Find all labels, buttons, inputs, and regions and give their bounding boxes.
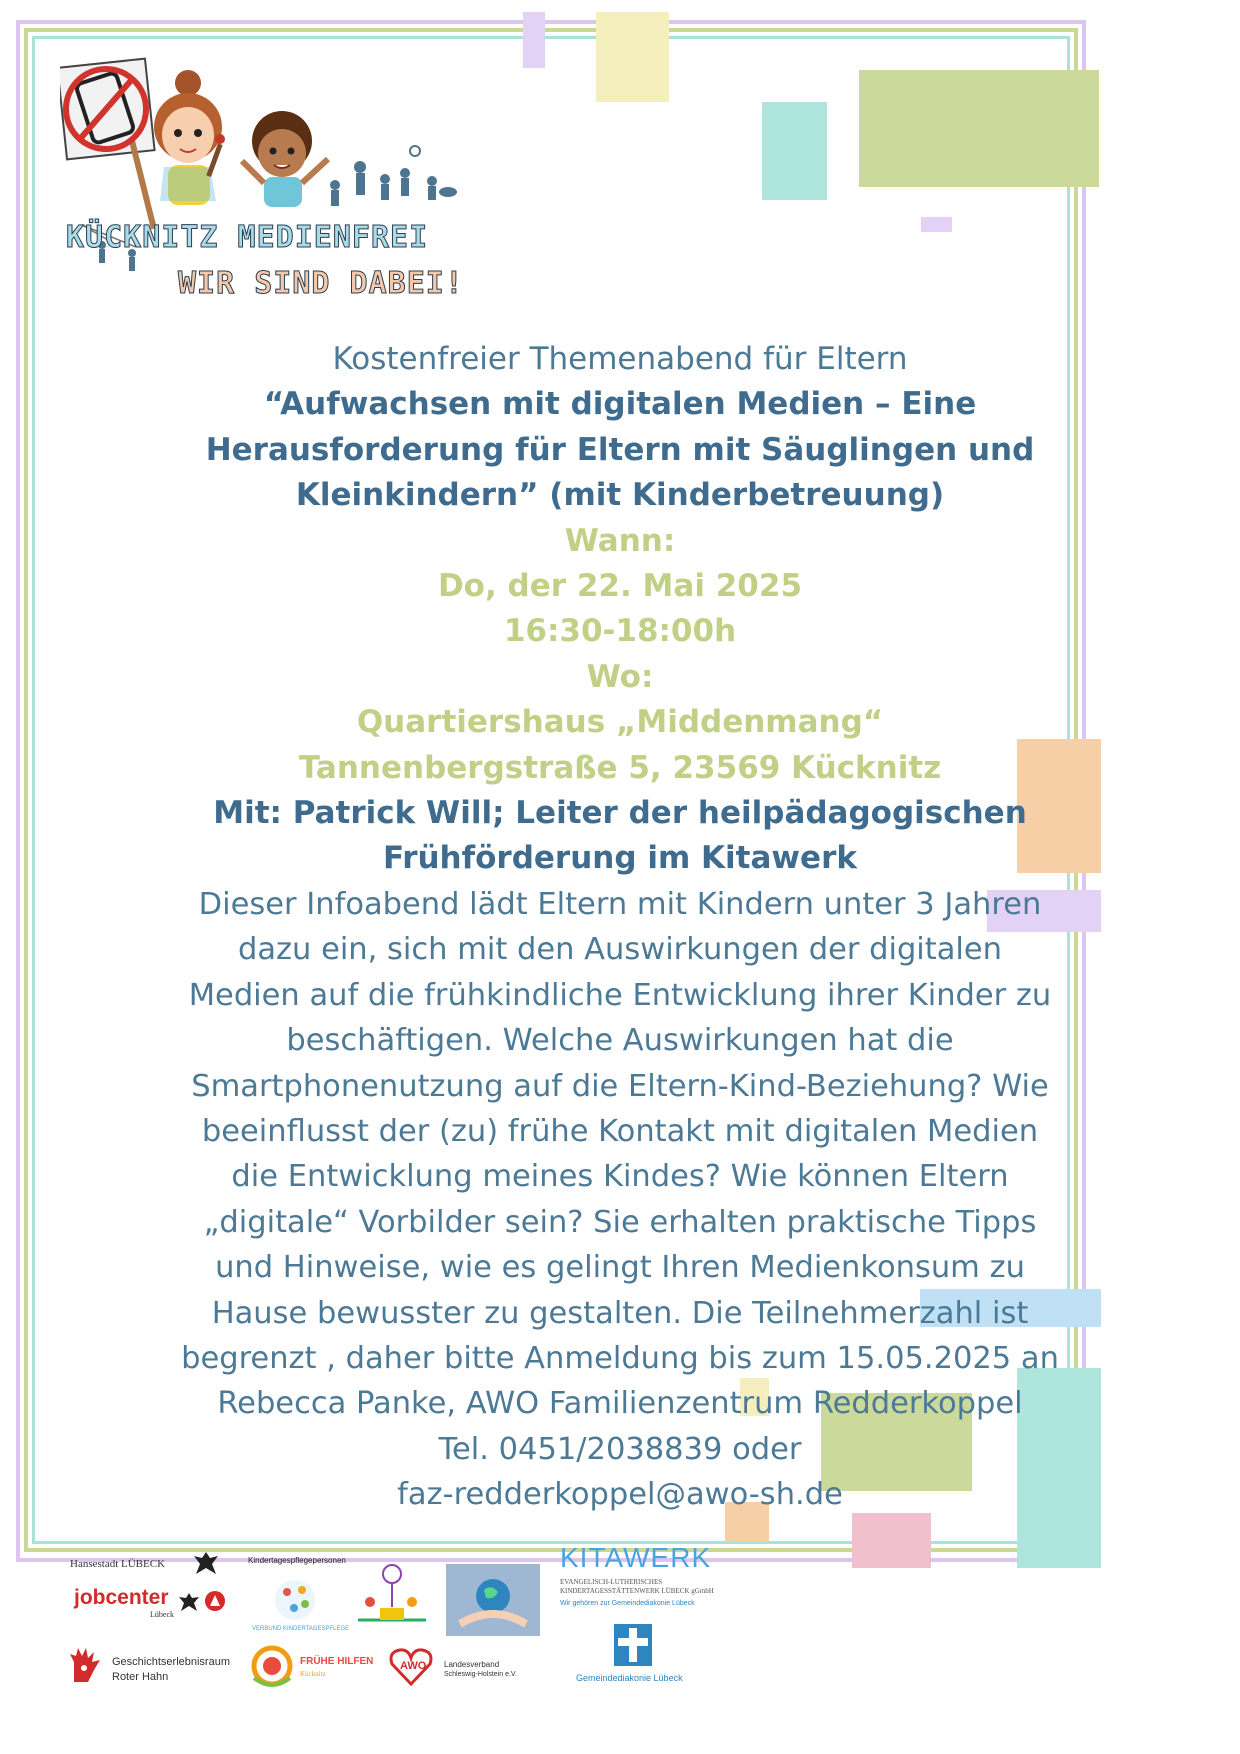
event-date: Do, der 22. Mai 2025 [437,568,803,605]
luebeck-eagle-icon [192,1550,220,1578]
description-line: Hause bewusster zu gestalten. Die Teilnehmerzahl ist [211,1295,1029,1331]
kindertagespflege-sublabel: VERBUND KINDERTAGESPFLEGE [252,1626,350,1632]
roter-hahn-hand-icon [66,1646,106,1686]
arbeitsagentur-icon [204,1590,226,1612]
event-time: 16:30-18:00h [503,613,737,650]
event-intro: Kostenfreier Themenabend für Eltern [332,341,908,377]
where-label: Wo: [586,658,654,695]
kindertagespflege-icon [272,1578,318,1622]
jobcenter-logo [74,1586,169,1610]
awo-sub1: Landesverband [444,1660,500,1669]
description-line: und Hinweise, wie es gelingt Ihren Medienkonsum zu [215,1250,1025,1286]
description-line: Dieser Infoabend lädt Eltern mit Kindern unter 3 Jahren [198,886,1042,922]
kitawerk-sub3: Wir gehören zur Gemeindediakonie Lübeck [560,1600,695,1607]
awo-label: AWO [400,1660,427,1672]
description-line: die Entwicklung meines Kindes? Wie können Eltern [231,1159,1009,1195]
jobcenter-sublabel: Lübeck [150,1610,174,1619]
description-line: dazu ein, sich mit den Auswirkungen der digitalen [237,932,1003,968]
logo-title-line1: KÜCKNITZ MEDIENFREI [66,220,429,255]
globe-hands-icon [446,1564,540,1636]
fruehe-hilfen-label: FRÜHE HILFEN [300,1656,374,1667]
event-title-line: “Aufwachsen mit digitalen Medien – Eine [263,386,977,423]
roter-hahn-line1: Geschichtserlebnisraum [112,1656,230,1668]
kindertagespflege-label: Kindertagespflegepersonen [248,1556,346,1565]
event-venue: Quartiershaus „Middenmang“ [356,704,884,741]
deco-block-green-top [859,70,1099,187]
description-line: beschäftigen. Welche Auswirkungen hat die [286,1023,954,1059]
kitawerk-logo-text: KITAWERK [560,1542,712,1573]
kinder-netzwerk-icon [352,1562,432,1632]
description-line: „digitale“ Vorbilder sein? Sie erhalten praktische Tipps [203,1204,1037,1240]
description-line: Rebecca Panke, AWO Familienzentrum Redderkoppel [217,1386,1023,1422]
description-line: Smartphonenutzung auf die Eltern-Kind-Beziehung? Wie [191,1068,1049,1104]
gemeindediakonie-icon [612,1622,654,1668]
sponsor-logos [60,1540,820,1730]
description-line: Medien auf die frühkindliche Entwicklung ihrer Kinder zu [188,977,1052,1013]
kitawerk-sub2: KINDERTAGESSTÄTTENWERK LÜBECK gGmbH [560,1587,714,1595]
event-address: Tannenbergstraße 5, 23569 Kücknitz [298,749,942,786]
event-title-line: Herausforderung für Eltern mit Säuglingen und [205,431,1035,468]
description-line: Tel. 0451/2038839 oder [438,1431,802,1467]
description-line: beeinflusst der (zu) frühe Kontakt mit digitalen Medien [201,1113,1039,1149]
jobcenter-eagle-icon [178,1592,200,1612]
awo-sub2: Schleswig-Holstein e.V. [444,1671,517,1678]
fruehe-hilfen-sublabel: Kücknitz [300,1670,326,1678]
deco-block-lilac-top [523,12,545,68]
speaker-line: Frühförderung im Kitawerk [383,840,857,877]
kuecknitz-medienfrei-logo [60,55,510,305]
fruehe-hilfen-icon [248,1644,296,1690]
deco-block-mint-top [762,102,827,200]
kitawerk-sub1: EVANGELISCH-LUTHERISCHES [560,1578,663,1586]
description-line: begrenzt , daher bitte Anmeldung bis zum 15.05.2025 an [181,1340,1059,1376]
speaker-line: Mit: Patrick Will; Leiter der heilpädagogischen [213,795,1027,832]
event-title-line: Kleinkindern” (mit Kinderbetreuung) [295,477,945,514]
roter-hahn-line2: Roter Hahn [112,1671,169,1683]
event-content [150,337,1090,1518]
logo-title-line2: WIR SIND DABEI! [178,266,464,301]
when-label: Wann: [564,522,676,559]
gemeindediakonie-label: Gemeindediakonie Lübeck [576,1673,683,1683]
luebeck-logo-text: Hansestadt LÜBECK [70,1558,166,1570]
contact-email[interactable]: faz-redderkoppel@awo-sh.de [397,1477,843,1513]
jobcenter-label: jobcenter [74,1586,169,1609]
deco-block-pink-bottom [852,1513,931,1568]
deco-block-lilac-small [921,217,952,232]
deco-block-yellow-top [596,12,669,102]
